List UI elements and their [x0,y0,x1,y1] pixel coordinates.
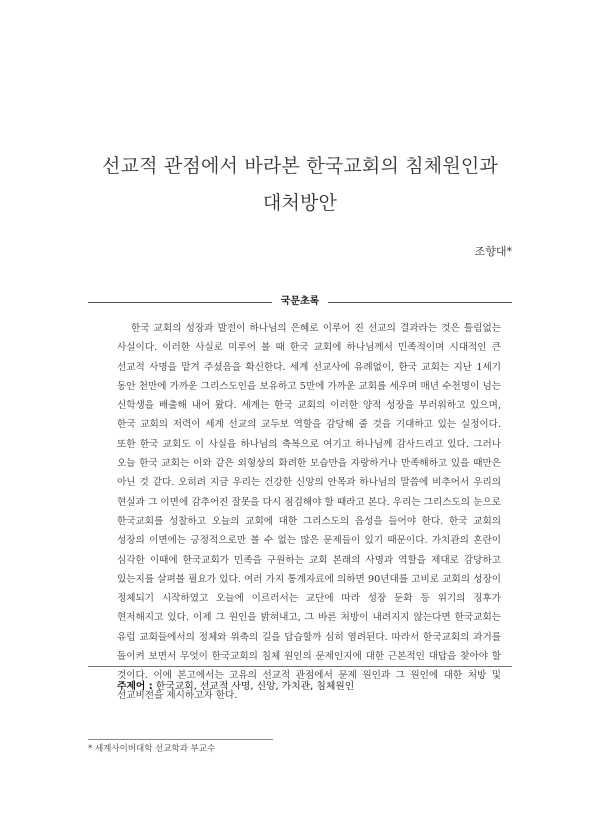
footnote-divider [88,739,273,740]
keywords-divider [88,666,512,667]
footnote: * 세계사이버대학 선교학과 부교수 [88,744,216,754]
title-line-1: 선교적 관점에서 바라본 한국교회의 침체원인과 [101,155,499,177]
keywords [117,678,354,692]
paper-title [0,148,600,222]
title-line-2: 대처방안 [262,192,338,214]
abstract-text: 한국 교회의 성장과 발전이 하나님의 은혜로 이루어 진 선교의 결과라는 것은 틀림없는 사실이다. 이러한 사실로 미루어 볼 때 한국 교회에 하나님께서 민족적이며 시대적인 큰 선교적 사명을 맡겨 주셨음을 확신한다. 세계 선교사에 유례없이, 한국 교회는 지난 1세기 동안 천만에 가까운 그리스도인을 보유하고 5만에 가까운 교회를 세우며 매년 수천명이 넘는 신학생을 배출해 내어 왔다. 세계는 한국 교회의 이러한 양적 성장을 부러워하고 있으며, 한국 교회의 저력이 세계 선교의 교두보 역할을 감당해 줄 것을 기대하고 있는 실정이다. 또한 한국 교회도 이 사실을 하나님의 축복으로 여기고 하나님께 감사드리고 있다. 그러나 오늘 한국 교회는 이와 같은 외형상의 화려한 모습만을 자랑하거나 만족해하고 있을 때만은 아닌 것 같다. 오히려 지금 우리는 건강한 신앙의 안목과 하나님의 말씀에 비추어서 우리의 현실과 그 이면에 감추어진 잘못을 다시 점검해야 할 때라고 본다. 우리는 그리스도의 눈으로 한국교회를 성찰하고 오늘의 교회에 대한 그리스도의 음성을 들어야 한다. 한국 교회의 성장의 이면에는 긍정적으로만 볼 수 없는 많은 문제들이 있기 때문이다. 가치관의 혼란이 심각한 이때에 한국교회가 민족을 구원하는 교회 본래의 사명과 역할을 제대로 감당하고 있는지를 살펴볼 필요가 있다. 여러 가지 통계자료에 의하면 90년대를 고비로 교회의 성장이 정체되기 시작하였고 오늘에 이르러서는 교단에 따라 성장 둔화 등 위기의 징후가 현저해지고 있다. 이제 그 원인을 밝혀내고, 그 바른 처방이 내려지지 않는다면 한국교회는 유럽 교회들에서의 정체와 위축의 길을 답습할까 심히 염려된다. 따라서 한국교회의 과거를 돌이켜 보면서 무엇이 한국교회의 침체 원인의 문제인지에 대한 근본적인 대답을 찾아야 할 것이다. 이에 본고에서는 고유의 선교적 관점에서 문제 원인과 그 원인에 대한 처방 및 선교비전을 제시하고자 한다. [117,323,501,701]
keywords-label: 주제어 : [117,681,153,692]
keywords-value: 한국교회, 선교적 사명, 신앙, 가치관, 침체원인 [155,681,355,692]
abstract-heading: 국문초록 [272,295,328,309]
author-name: 조향대* [474,245,512,258]
